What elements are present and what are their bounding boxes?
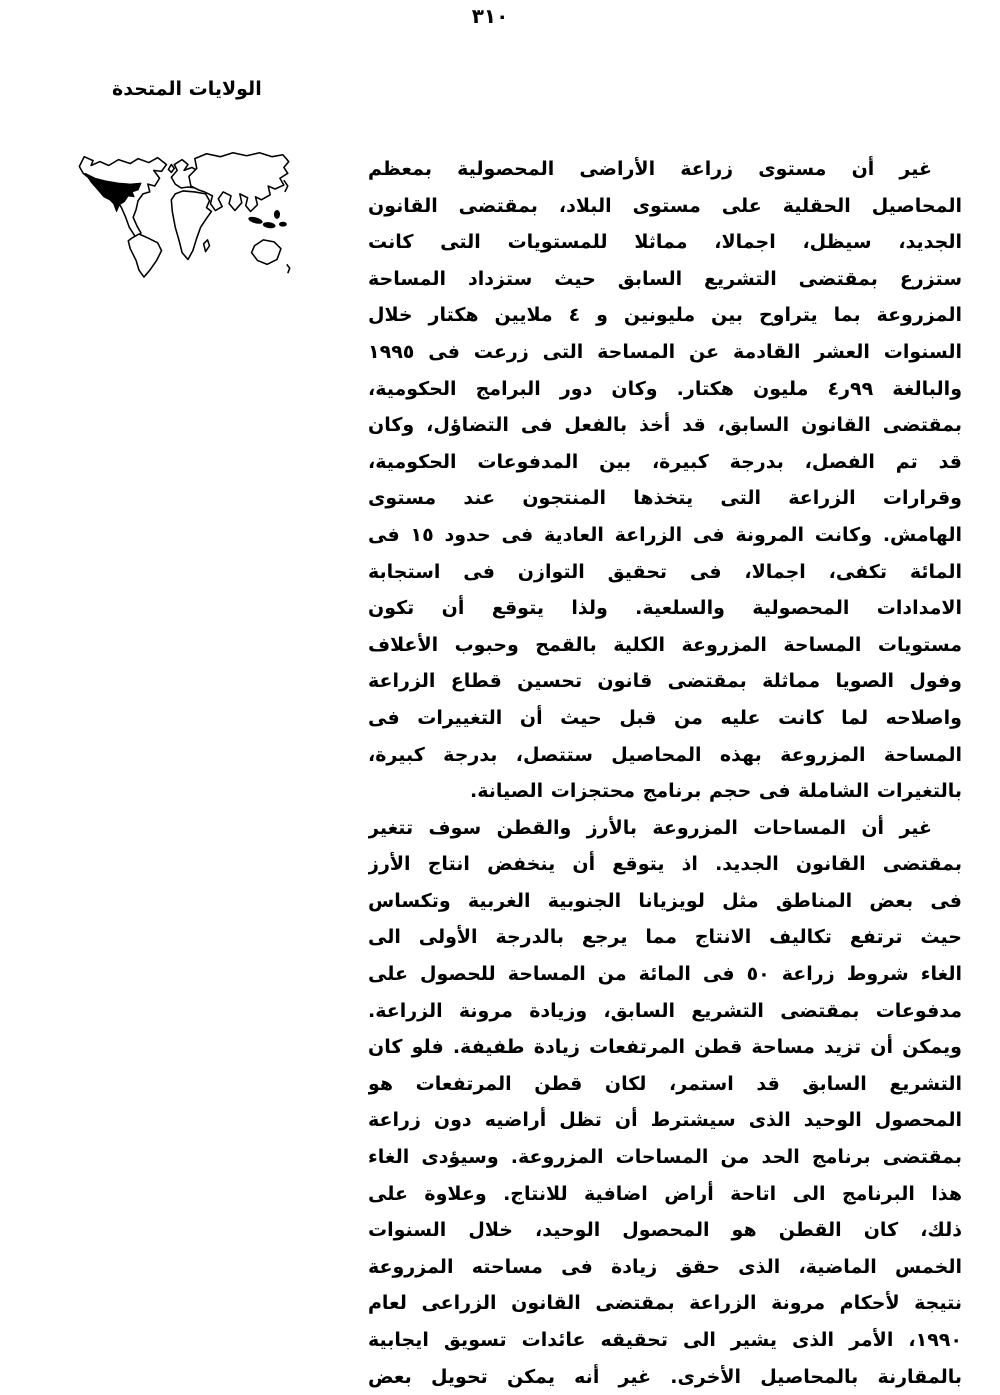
text-line: وقرارات الزراعة التى يتخذها المنتجون عند مستوى bbox=[368, 487, 962, 510]
text-line: الجديد، سيظل، اجمالا، مماثلا للمستويات التى كانت bbox=[368, 231, 962, 254]
text-line: بمقتضى برنامج الحد من المساحات المزروعة. وسيؤدى الغاء bbox=[368, 1146, 962, 1169]
text-line: بمقتضى القانون السابق، قد أخذ بالفعل فى التضاؤل، وكان bbox=[368, 414, 962, 437]
map-philippines-island bbox=[274, 211, 279, 219]
text-line: غير أن مستوى زراعة الأراضى المحصولية بمعظم bbox=[368, 158, 932, 180]
text-line: المساحة المزروعة بهذه المحاصيل ستتصل، بدرجة كبيرة، bbox=[368, 743, 962, 766]
map-indonesia-island bbox=[263, 222, 275, 228]
text-line: نتيجة لأحكام مرونة الزراعة بمقتضى القانون الزراعى لعام bbox=[368, 1292, 962, 1315]
section-heading: الولايات المتحدة bbox=[112, 78, 262, 100]
map-new-guinea-island bbox=[279, 222, 286, 226]
text-line: واصلاحه لما كانت عليه من قبل حيث أن التغييرات فى bbox=[368, 706, 962, 729]
text-line: المحصول الوحيد الذى سيشترط أن تظل أراضيه دون زراعة bbox=[368, 1109, 962, 1132]
world-map-icon bbox=[73, 143, 299, 280]
text-line: هذا البرنامج الى اتاحة أراض اضافية للانتاج. وعلاوة على bbox=[368, 1182, 962, 1205]
text-line: الهامش. وكانت المرونة فى الزراعة العادية فى حدود ١٥ فى bbox=[368, 523, 962, 546]
map-japan bbox=[284, 180, 288, 192]
text-line: مستويات المساحة المزروعة الكلية بالقمح وحبوب الأعلاف bbox=[368, 633, 962, 656]
text-line: والبالغة ٩٩ر٤ مليون هكتار. وكان دور البرامج الحكومية، bbox=[368, 377, 962, 400]
text-line: حيث ترتفع تكاليف الانتاج مما يرجع بالدرجة الأولى الى bbox=[368, 926, 962, 949]
map-new-zealand bbox=[287, 264, 290, 273]
text-line: ذلك، كان القطن هو المحصول الوحيد، خلال السنوات bbox=[368, 1219, 962, 1242]
text-line: المحاصيل الحقلية على مستوى البلاد، بمقتضى القانون bbox=[368, 194, 962, 217]
text-line: مدفوعات بمقتضى التشريع السابق، وزيادة مرونة الزراعة. bbox=[368, 999, 962, 1022]
text-line: قد تم الفصل، بدرجة كبيرة، بين المدفوعات الحكومية، bbox=[368, 450, 962, 473]
text-line: بمقتضى القانون الجديد. اذ يتوقع أن ينخفض انتاج الأرز bbox=[368, 853, 962, 876]
text-line: بالمقارنة بالمحاصيل الأخرى. غير أنه يمكن تحويل بعض bbox=[368, 1365, 962, 1388]
text-line: وفول الصويا مماثلة بمقتضى قانون تحسين قطاع الزراعة bbox=[368, 670, 962, 693]
page-number: ٣١٠ bbox=[471, 4, 509, 28]
text-line: غير أن المساحات المزروعة بالأرز والقطن سوف تتغير bbox=[368, 816, 932, 839]
text-line: الامدادات المحصولية والسلعية. ولذا يتوقع أن تكون bbox=[368, 597, 962, 620]
map-south-america bbox=[128, 234, 161, 277]
map-australia bbox=[252, 240, 281, 264]
text-line: فى بعض المناطق مثل لويزيانا الجنوبية الغربية وتكساس bbox=[368, 889, 962, 912]
text-line: المزروعة بما يتراوح بين مليونين و ٤ ملايين هكتار خلال bbox=[368, 304, 962, 327]
map-british-isles bbox=[168, 165, 174, 173]
text-line: ستزرع بمقتضى التشريع السابق حيث ستزداد المساحة bbox=[368, 267, 962, 290]
text-line: الخمس الماضية، الذى حقق زيادة فى مساحته المزروعة bbox=[368, 1255, 962, 1278]
text-line: ١٩٩٠، الأمر الذى يشير الى تحقيقه عائدات تسويق ايجابية bbox=[368, 1329, 962, 1351]
text-line: المائة تكفى، اجمالا، فى تحقيق التوازن فى استجابة bbox=[368, 560, 962, 583]
text-line: التشريع السابق قد استمر، لكان قطن المرتفعات هو bbox=[368, 1072, 962, 1095]
text-line: الغاء شروط زراعة ٥٠ فى المائة من المساحة للحصول على bbox=[368, 963, 962, 986]
text-line: بالتغيرات الشاملة فى حجم برنامج محتجزات الصيانة. bbox=[469, 780, 962, 803]
map-madagascar bbox=[204, 240, 210, 252]
text-line: السنوات العشر القادمة عن المساحة التى زرعت فى ١٩٩٥ bbox=[368, 340, 962, 363]
article-text bbox=[368, 151, 962, 1395]
world-map bbox=[73, 143, 299, 280]
text-line: ويمكن أن تزيد مساحة قطن المرتفعات زيادة طفيفة. فلو كان bbox=[368, 1036, 962, 1059]
map-indonesia-island bbox=[248, 216, 262, 224]
